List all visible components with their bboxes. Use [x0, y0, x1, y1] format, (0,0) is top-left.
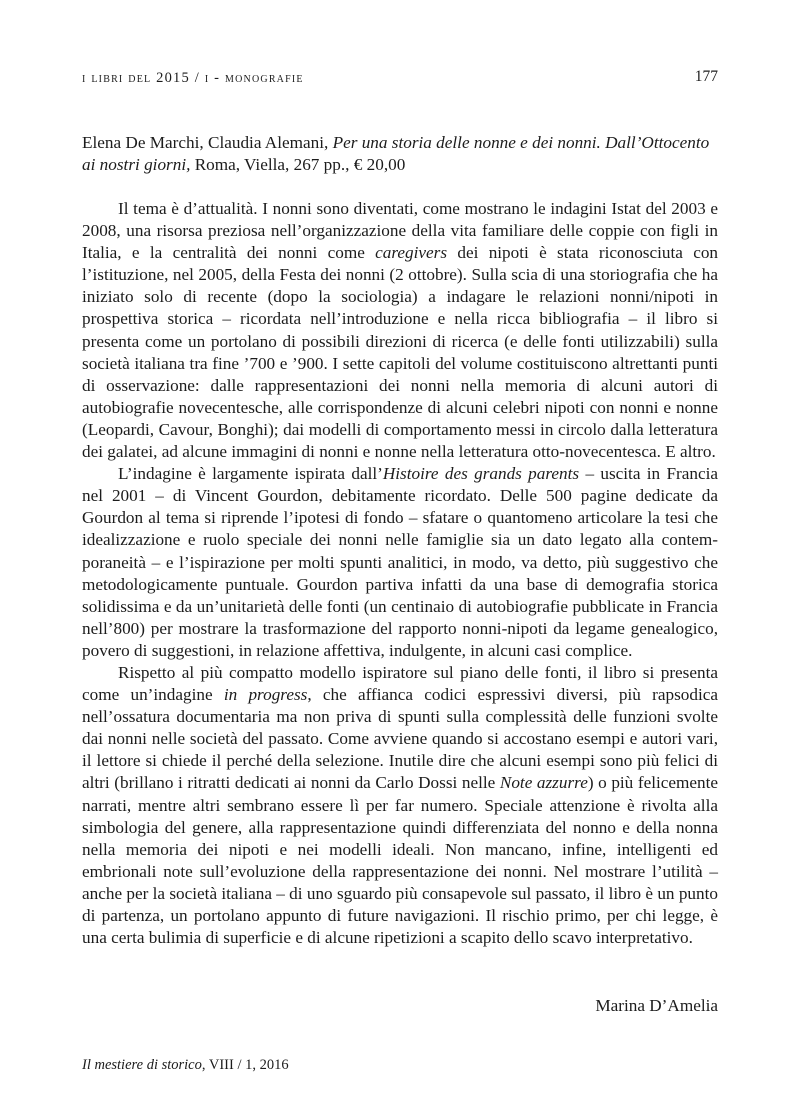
- paragraph-italic-text: Note azzurre: [499, 773, 588, 793]
- journal-footer: [82, 1057, 289, 1074]
- citation-details: Roma, Viella, 267 pp., € 20,00: [190, 155, 406, 174]
- book-citation: [82, 132, 718, 176]
- review-paragraph: [82, 662, 718, 949]
- paragraph-text: ) o più felicemente narrati, mentre altri sembrano essere lì per far numero. Speciale attenzione è rivolta alla simbologia del genere, alla rappresentazione quindi differenziata del nonno e della nonna nella memoria dei nipoti e nei modelli ideali. Non mancano, infine, intelligenti ed embrionali note sull’evoluzione della rappresentazione dei nonni. Nel mostrare l’utilità – anche per la società italiana – di uno sguardo più consapevole sul passato, il libro è un punto di partenza, un portolano appunto di future navigazioni. Il rischio primo, per chi legge, è una certa bulimia di superficie e di alcune ripetizioni a scapito dello scavo interpretativo.: [82, 773, 719, 948]
- citation-authors: Elena De Marchi, Claudia Alemani,: [82, 133, 333, 152]
- paragraph-text: – uscita in Francia nel 2001 – di Vincent Gourdon, debitamente ricordato. Delle 500 pagine dedicate da Gourdon al tema si riprende l’ipotesi di fondo – sfatare o quantomeno articolare la tesi che idealizzazione e ruolo speciale dei nonni nelle famiglie sia un dato legato alla contemporaneità – e l’ispirazione per molti spunti analitici, in modo, va detto, più suggestivo che metodologicamente puntuale. Gourdon partiva infatti da una base di demografia storica solidissima e da un’unitarietà delle fonti (un centinaio di autobiografie pubblicate in Francia nell’800) per mostrare la trasformazione del rapporto nonni-nipoti da legame genealogico, povero di suggestioni, in relazione affettiva, indulgente, in alcuni casi complice.: [82, 464, 718, 660]
- paragraph-text: dei nipoti è stata riconosciuta con l’istituzione, nel 2005, della Festa dei nonni (2 ottobre). Sulla scia di una storiografia che ha iniziato solo di recente (dopo la sociologia) a indagare le relazioni nonni/nipoti in prospettiva storica – ricordata nell’introduzione e nella ricca bibliografia – il libro si presenta come un portolano di possibili direzioni di ricerca (e delle fonti utilizzabili) sulla società italiana tra fine ’700 e ’900. I sette capitoli del volume costituiscono altrettanti punti di osservazione: dalle rappresentazioni dei nonni nella memoria di alcuni autori di autobiografie novecentesche, alle corrispondenze di alcuni celebri nipoti con nonni e nonne (Leopardi, Cavour, Bonghi); dai modelli di comportamento messi in circolo dalla letteratura dei galatei, ad alcune immagini di nonni e nonne nella letteratura otto-novecentesca. E altro.: [82, 243, 719, 462]
- paragraph-text: Rispetto al più compatto modello ispiratore sul piano delle fonti, il libro si presenta come un’indagine: [82, 662, 718, 705]
- paragraph-italic-text: in progress: [223, 685, 308, 705]
- footer-issue: , VIII / 1, 2016: [201, 1057, 289, 1073]
- paragraph-text: , che affianca codici espressivi diversi, più rapsodica nell’ossatura documentaria ma non priva di spunti sulla complessità delle funzioni svolte dai nonni nelle società del passato. Come avviene quando si accostano esempi e autori vari, il lettore si chiede il perché della selezione. Inutile dire che alcuni esempi sono più felici di altri (brillano i ritratti dedicati ai nonni da Carlo Dossi nelle: [82, 685, 718, 793]
- running-head-section: i libri del 2015 / i - monografie: [82, 70, 304, 86]
- paragraph-text: L’indagine è largamente ispirata dall’: [118, 464, 383, 484]
- paragraph-italic-text: Histoire des grands parents: [382, 464, 580, 484]
- running-head: [82, 70, 718, 90]
- review-paragraph: [82, 463, 718, 662]
- footer-journal-title: Il mestiere di storico: [82, 1057, 202, 1073]
- paragraph-italic-text: caregivers: [375, 243, 448, 263]
- review-paragraph: [82, 198, 718, 463]
- review-body: [82, 198, 718, 949]
- page-number: 177: [694, 68, 718, 85]
- citation-title: Per una storia delle nonne e dei nonni. Dall’Ottocento ai nostri giorni,: [82, 133, 710, 174]
- reviewer-signature: Marina D’Amelia: [595, 996, 718, 1015]
- paragraph-text: Il tema è d’attualità. I nonni sono diventati, come mostrano le indagini Istat del 2003 e 2008, una risorsa preziosa nell’organizzazione della vita familiare delle coppie con figli in Italia, e la centralità dei nonni come: [82, 199, 718, 263]
